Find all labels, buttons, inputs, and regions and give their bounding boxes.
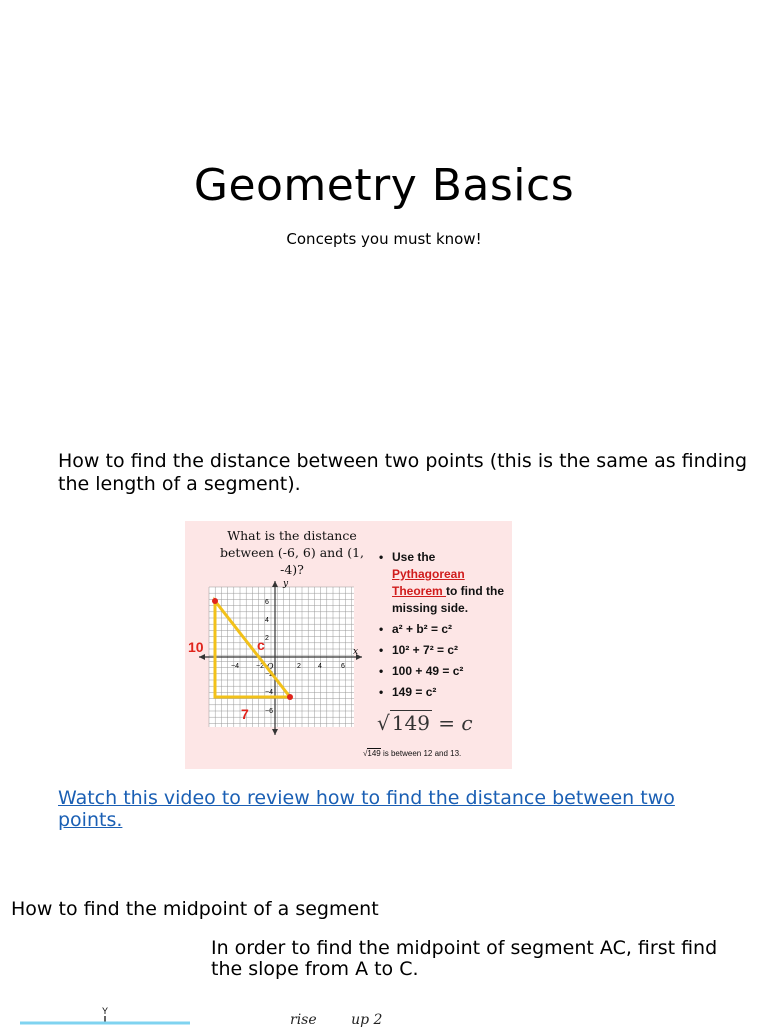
- estimate-note: √149 is between 12 and 13.: [363, 749, 462, 758]
- note-radicand: 149: [367, 749, 381, 758]
- pythagorean-theorem-link[interactable]: Pythagorean Theorem: [392, 567, 465, 598]
- page-subtitle: Concepts you must know!: [286, 230, 482, 248]
- midpoint-graph-partial: [20, 1000, 200, 1024]
- y-axis-label: y: [283, 579, 289, 589]
- midpoint-instructions: In order to find the midpoint of segment AC, first find the slope from A to C.: [211, 937, 718, 980]
- x-tick-label: 4: [318, 663, 322, 670]
- sqrt-result: √ 149 = c: [377, 711, 473, 735]
- slope-formula-partial: [290, 1012, 382, 1028]
- x-axis-label: x: [353, 647, 359, 657]
- x-tick-label: −2: [256, 663, 264, 670]
- sqrt-radicand: 149: [391, 711, 430, 735]
- y-axis-arrow-down: [272, 729, 278, 735]
- step-equation-4: • 149 = c²: [379, 684, 507, 701]
- y-tick-label: −4: [265, 689, 273, 696]
- y-tick-label: −2: [265, 671, 273, 678]
- horizontal-leg-label: 7: [241, 706, 249, 722]
- vertical-leg-label: 10: [188, 639, 204, 655]
- step-pythagorean: [379, 549, 507, 617]
- note-text: is between 12 and 13.: [380, 749, 462, 758]
- midpoint-y-axis-label: Y: [102, 1006, 109, 1016]
- distance-example-figure: [185, 521, 512, 769]
- distance-section-heading: How to find the distance between two points (this is the same as finding the length of a segment).: [58, 450, 748, 495]
- midpoint-section-heading: How to find the midpoint of a segment: [11, 898, 379, 920]
- step-equation-3: • 100 + 49 = c²: [379, 663, 507, 680]
- x-tick-label: 6: [341, 663, 345, 670]
- y-tick-label: 6: [265, 599, 269, 606]
- page-title: Geometry Basics: [193, 160, 575, 211]
- step-text-suffix: to find the missing side.: [392, 584, 504, 615]
- figure-question: What is the distance between (-6, 6) and (1, -4)?: [219, 528, 365, 577]
- step-equation-2: • 10² + 7² = c²: [379, 642, 507, 659]
- sqrt-rhs: = c: [438, 711, 473, 735]
- step-text: Use the: [392, 550, 436, 564]
- formula-rise: rise: [290, 1012, 317, 1028]
- step-equation-1: • a² + b² = c²: [379, 621, 507, 638]
- y-tick-label: 2: [265, 635, 269, 642]
- point-a: [212, 598, 218, 604]
- formula-up: up 2: [351, 1012, 383, 1028]
- x-tick-label: 2: [297, 663, 301, 670]
- y-axis-arrow: [272, 581, 278, 587]
- solution-steps: [379, 549, 507, 705]
- point-b: [287, 694, 293, 700]
- coordinate-graph: [188, 577, 369, 762]
- hypotenuse-label: c: [257, 637, 265, 653]
- x-tick-label: −4: [231, 663, 239, 670]
- distance-video-link[interactable]: Watch this video to review how to find the distance between two points.: [58, 787, 675, 831]
- y-tick-label: −6: [265, 708, 273, 715]
- origin-label: O: [267, 662, 274, 671]
- y-tick-label: 4: [265, 617, 269, 624]
